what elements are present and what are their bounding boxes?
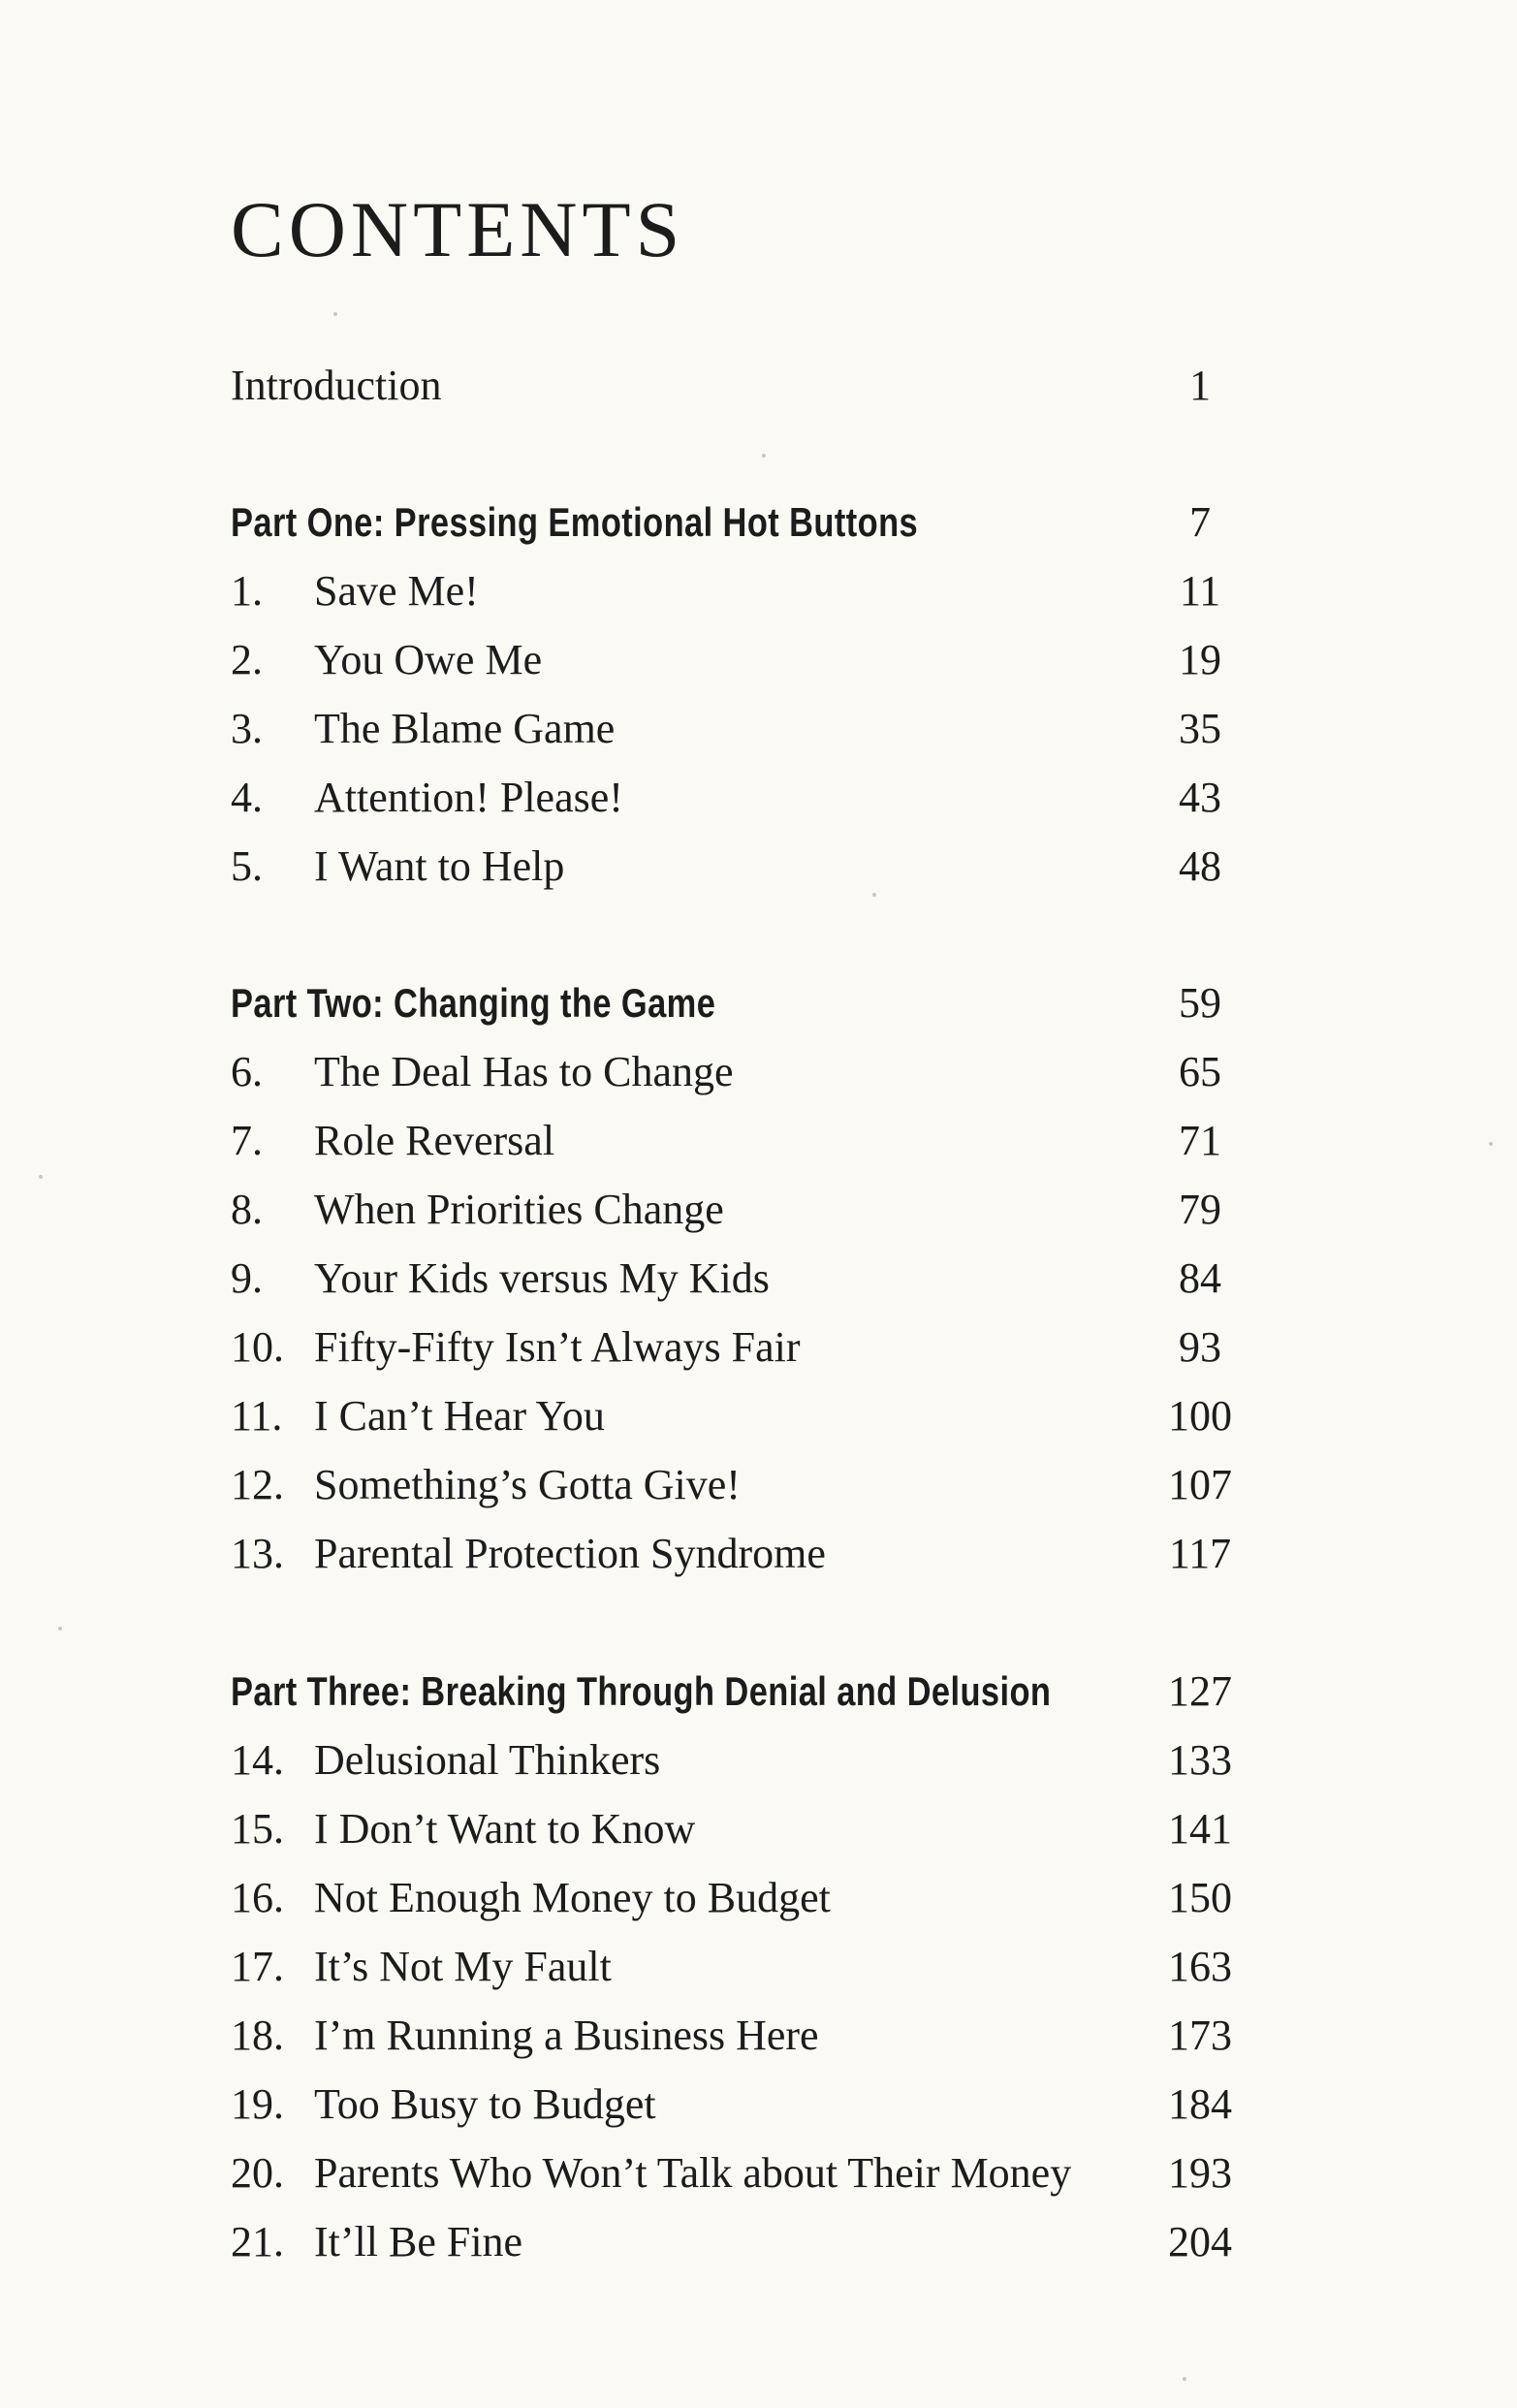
chapter-number: 8. (231, 1186, 263, 1233)
toc-chapter (231, 2075, 1258, 2134)
toc-chapter (231, 1456, 1258, 1514)
chapter-title: Too Busy to Budget (314, 2080, 656, 2128)
toc-page-number: 93 (1179, 1323, 1221, 1371)
toc-page-number: 79 (1179, 1186, 1221, 1233)
chapter-number: 11. (231, 1392, 283, 1440)
toc-page-number: 65 (1179, 1048, 1221, 1095)
scan-speck (762, 454, 766, 458)
chapter-title: Parents Who Won’t Talk about Their Money (314, 2149, 1072, 2197)
toc-page-number: 59 (1179, 979, 1221, 1027)
toc-chapter (231, 1387, 1258, 1445)
scan-speck (1183, 2377, 1186, 2381)
toc-page-number: 43 (1179, 774, 1221, 821)
toc-chapter (231, 838, 1258, 896)
chapter-number: 17. (231, 1943, 284, 1990)
chapter-title: Save Me! (314, 567, 479, 615)
toc-chapter (231, 1731, 1258, 1790)
page-title: CONTENTS (231, 185, 685, 273)
part-title: Part Three: Breaking Through Denial and Delusion (231, 1668, 1052, 1714)
chapter-number: 13. (231, 1530, 284, 1577)
toc-page-number: 184 (1168, 2080, 1232, 2128)
toc-chapter (231, 1800, 1258, 1858)
part-title: Part One: Pressing Emotional Hot Buttons (231, 499, 919, 545)
chapter-title: I Want to Help (314, 842, 565, 890)
scan-speck (872, 893, 876, 897)
toc-page-number: 19 (1179, 636, 1221, 683)
chapter-title: Fifty-Fifty Isn’t Always Fair (314, 1323, 801, 1371)
toc-chapter (231, 631, 1258, 689)
chapter-number: 18. (231, 2012, 284, 2059)
toc-chapter (231, 2007, 1258, 2065)
toc-page-number: 173 (1168, 2012, 1232, 2059)
toc-entry-title: Introduction (231, 362, 442, 409)
toc-chapter (231, 1250, 1258, 1308)
scan-speck (39, 1175, 43, 1179)
scan-speck (333, 312, 337, 316)
scan-speck (58, 1627, 62, 1631)
chapter-number: 16. (231, 1874, 284, 1921)
toc-page-number: 117 (1168, 1530, 1232, 1577)
toc-introduction (231, 357, 1258, 415)
toc-page-number: 100 (1168, 1392, 1232, 1440)
toc-page-number: 163 (1168, 1943, 1232, 1990)
toc-chapter (231, 700, 1258, 758)
toc-chapter (231, 1181, 1258, 1239)
chapter-title: Attention! Please! (314, 774, 623, 821)
chapter-number: 12. (231, 1461, 284, 1508)
toc-page-number: 150 (1168, 1874, 1232, 1921)
chapter-title: I’m Running a Business Here (314, 2012, 819, 2059)
chapter-title: I Can’t Hear You (314, 1392, 605, 1440)
toc-part-heading (231, 1663, 1258, 1721)
toc-chapter (231, 1869, 1258, 1927)
toc-chapter (231, 2144, 1258, 2202)
scan-speck (1489, 1142, 1493, 1146)
chapter-number: 2. (231, 636, 263, 683)
chapter-title: Delusional Thinkers (314, 1736, 661, 1784)
toc-page-number: 84 (1179, 1254, 1221, 1302)
chapter-title: Something’s Gotta Give! (314, 1461, 741, 1508)
chapter-number: 9. (231, 1254, 263, 1302)
toc-chapter (231, 1112, 1258, 1170)
toc-page-number: 48 (1179, 842, 1221, 890)
chapter-title: Your Kids versus My Kids (314, 1254, 770, 1302)
toc-chapter (231, 562, 1258, 620)
toc-page-number: 1 (1189, 362, 1211, 409)
chapter-title: The Blame Game (314, 705, 616, 752)
chapter-number: 4. (231, 774, 263, 821)
chapter-title: When Priorities Change (314, 1186, 724, 1233)
chapter-number: 15. (231, 1805, 284, 1853)
chapter-title: Parental Protection Syndrome (314, 1530, 826, 1577)
chapter-number: 14. (231, 1736, 284, 1784)
toc-page-number: 141 (1168, 1805, 1232, 1853)
chapter-title: It’ll Be Fine (314, 2218, 523, 2265)
toc-page-number: 107 (1168, 1461, 1232, 1508)
chapter-number: 20. (231, 2149, 284, 2197)
toc-page-number: 11 (1179, 567, 1221, 615)
toc-chapter (231, 1043, 1258, 1101)
toc-page-number: 35 (1179, 705, 1221, 752)
part-title: Part Two: Changing the Game (231, 980, 716, 1026)
chapter-title: I Don’t Want to Know (314, 1805, 696, 1853)
chapter-title: The Deal Has to Change (314, 1048, 734, 1095)
chapter-number: 1. (231, 567, 263, 615)
chapter-number: 6. (231, 1048, 263, 1095)
chapter-title: Not Enough Money to Budget (314, 1874, 831, 1921)
chapter-number: 5. (231, 842, 263, 890)
toc-page-number: 133 (1168, 1736, 1232, 1784)
chapter-number: 3. (231, 705, 263, 752)
toc-page-number: 71 (1179, 1117, 1221, 1164)
chapter-title: You Owe Me (314, 636, 543, 683)
toc-part-heading (231, 974, 1258, 1032)
toc-page-number: 204 (1168, 2218, 1232, 2265)
toc-chapter (231, 1525, 1258, 1583)
chapter-title: Role Reversal (314, 1117, 555, 1164)
toc-chapter (231, 1938, 1258, 1996)
toc-page-number: 193 (1168, 2149, 1232, 2197)
toc-chapter (231, 2213, 1258, 2271)
toc-part-heading (231, 493, 1258, 552)
chapter-number: 10. (231, 1323, 284, 1371)
toc-page-number: 127 (1168, 1667, 1232, 1715)
toc-chapter (231, 769, 1258, 827)
toc-chapter (231, 1318, 1258, 1377)
chapter-number: 7. (231, 1117, 263, 1164)
chapter-number: 19. (231, 2080, 284, 2128)
chapter-title: It’s Not My Fault (314, 1943, 612, 1990)
chapter-number: 21. (231, 2218, 284, 2265)
toc-page-number: 7 (1189, 498, 1211, 546)
